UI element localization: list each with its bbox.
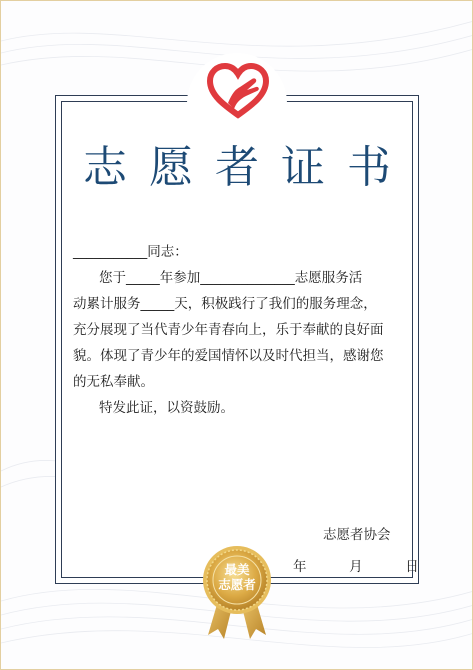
date-month: 月 [349,559,363,575]
issuer-name: 志愿者协会 [323,527,391,543]
body-line: 您于_____年参加______________志愿服务活 [99,270,363,286]
certificate-body [73,239,407,421]
recipient-line: ___________同志： [73,244,188,260]
page-title: 志愿者证书 [83,142,413,193]
medal-ribbon-icon [200,543,274,643]
date-day: 日 [405,559,419,575]
medal-line-1: 最美 [224,562,250,577]
date-line [293,555,419,575]
medal-line-2: 志愿者 [218,577,256,592]
body-line: 充分展现了当代青少年青春向上，乐于奉献的良好面 [73,322,384,338]
medal-label [200,562,274,592]
body-line: 的无私奉献。 [73,374,154,390]
date-year: 年 [293,559,307,575]
body-line: 貌。体现了青少年的爱国情怀以及时代担当，感谢您 [73,348,384,364]
body-line: 动累计服务_____天，积极践行了我们的服务理念， [73,296,377,312]
closing-line: 特发此证，以资鼓励。 [99,400,234,416]
heart-hand-icon [206,63,270,119]
